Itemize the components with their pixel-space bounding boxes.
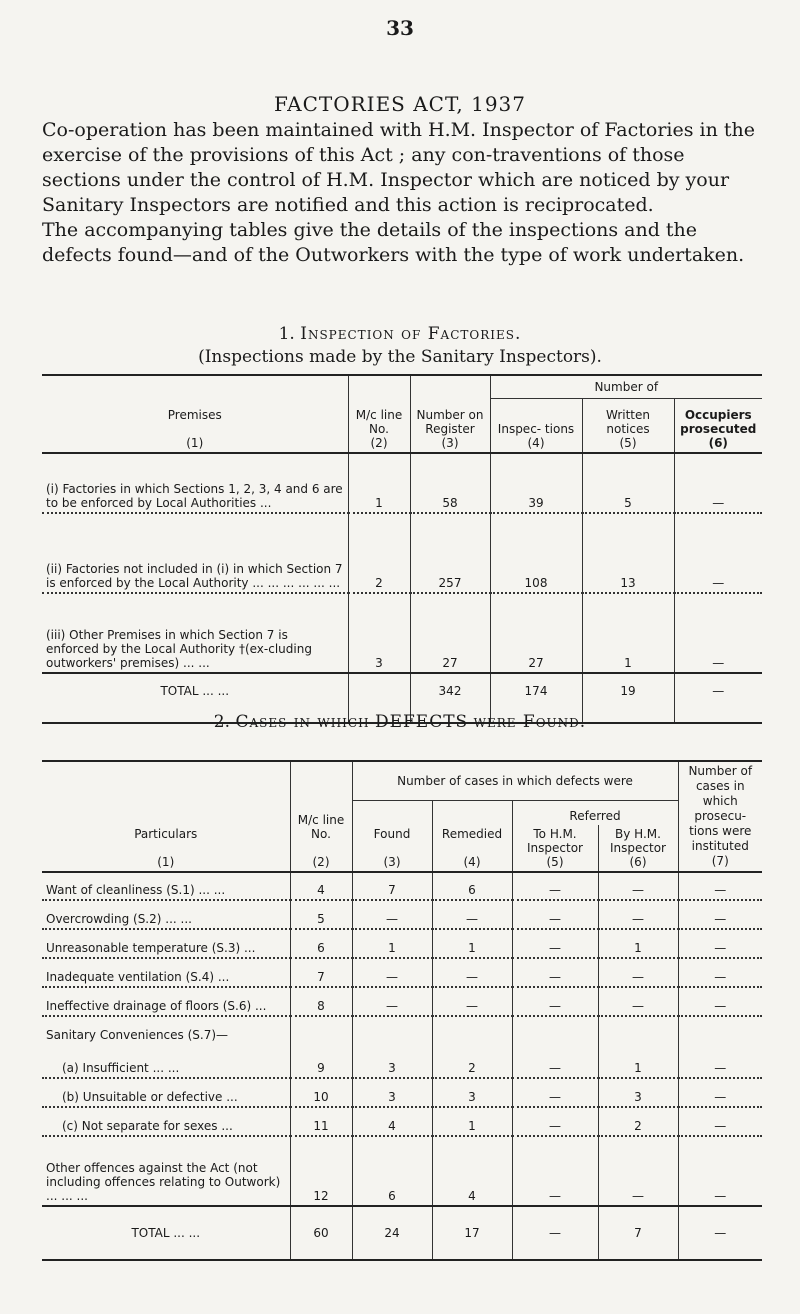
to-hm-cell: — xyxy=(512,958,598,987)
found-cell: 4 xyxy=(352,1107,432,1136)
found-cell: 6 xyxy=(352,1136,432,1206)
mc-cell: 7 xyxy=(290,958,352,987)
section-1-heading xyxy=(0,324,800,344)
sanitary-heading: Sanitary Conveniences (S.7)— xyxy=(46,1028,229,1042)
sanitary-heading-row xyxy=(42,1016,762,1044)
inspections-cell: 108 xyxy=(490,513,582,593)
section-1-subtitle: (Inspections made by the Sanitary Inspectors). xyxy=(198,347,602,367)
row-label: (iii) Other Premises in which Section 7 is enforced by the Local Authority †(ex-cluding outworkers' premises) ... ... xyxy=(46,628,312,670)
by-hm-header: By H.M. Inspector (6) xyxy=(598,825,678,872)
notices-cell: 19 xyxy=(582,673,674,723)
remedied-cell: 6 xyxy=(432,872,512,900)
to-hm-cell: — xyxy=(512,1107,598,1136)
register-cell: 58 xyxy=(410,453,490,513)
intro-paragraph-2: The accompanying tables give the details of the inspections and the defects found—and of the Outworkers with the type of work undertaken. xyxy=(42,219,745,266)
row-label: Unreasonable temperature (S.3) ... xyxy=(46,941,256,955)
by-hm-cell: — xyxy=(598,1136,678,1206)
section-2-title-b: DEFECTS xyxy=(374,712,469,732)
by-hm-cell: 1 xyxy=(598,929,678,958)
by-hm-cell: 3 xyxy=(598,1078,678,1107)
by-hm-cell: — xyxy=(598,900,678,929)
total-label: TOTAL ... ... xyxy=(131,1226,201,1240)
prosecutions-cell: — xyxy=(678,900,762,929)
mc-cell: 8 xyxy=(290,987,352,1016)
row-label: Other offences against the Act (not including offences relating to Outwork) ... ... ... xyxy=(46,1161,281,1203)
prosecutions-cell: — xyxy=(678,1136,762,1206)
prosecuted-cell: — xyxy=(674,593,762,673)
to-hm-cell: — xyxy=(512,900,598,929)
to-hm-cell: — xyxy=(512,1206,598,1260)
remedied-cell: — xyxy=(432,900,512,929)
inspections-cell: 39 xyxy=(490,453,582,513)
premises-header: Premises (1) xyxy=(167,408,222,450)
found-cell: — xyxy=(352,958,432,987)
total-row xyxy=(42,1206,762,1260)
mc-cell: 5 xyxy=(290,900,352,929)
mc-cell: 11 xyxy=(290,1107,352,1136)
table-row xyxy=(42,1044,762,1078)
prosecutions-cell: — xyxy=(678,1044,762,1078)
prosecutions-cell: — xyxy=(678,987,762,1016)
mc-cell: 10 xyxy=(290,1078,352,1107)
notices-cell: 13 xyxy=(582,513,674,593)
table-row xyxy=(42,593,762,673)
table-row xyxy=(42,513,762,593)
table-row xyxy=(42,1078,762,1107)
prosecutions-cell: — xyxy=(678,1107,762,1136)
intro-paragraph-1: Co-operation has been maintained with H.M. Inspector of Factories in the exercise of the provisions of this Act ; any con-traventions of those sections under the control of H.M. Inspector which are noticed by your Sanitary Inspectors are notified and this action is reciprocated. xyxy=(42,119,755,216)
by-hm-cell: 7 xyxy=(598,1206,678,1260)
row-label: Inadequate ventilation (S.4) ... xyxy=(46,970,230,984)
register-cell: 257 xyxy=(410,513,490,593)
inspections-cell: 27 xyxy=(490,593,582,673)
found-cell: 7 xyxy=(352,872,432,900)
by-hm-cell: — xyxy=(598,958,678,987)
page-number: 33 xyxy=(386,16,414,40)
remedied-cell: 1 xyxy=(432,1107,512,1136)
mc-cell: 4 xyxy=(290,872,352,900)
to-hm-header: To H.M. Inspector (5) xyxy=(512,825,598,872)
prosecutions-cell: — xyxy=(678,1078,762,1107)
number-of-header: Number of xyxy=(490,375,762,399)
table-row xyxy=(42,1107,762,1136)
found-cell: — xyxy=(352,900,432,929)
section-2-number: 2. xyxy=(213,712,231,732)
found-cell: 3 xyxy=(352,1078,432,1107)
remedied-header: Remedied (4) xyxy=(432,801,512,873)
to-hm-cell: — xyxy=(512,1136,598,1206)
by-hm-cell: 2 xyxy=(598,1107,678,1136)
table-row xyxy=(42,958,762,987)
table-row xyxy=(42,929,762,958)
by-hm-cell: 1 xyxy=(598,1044,678,1078)
remedied-cell: 3 xyxy=(432,1078,512,1107)
table-row xyxy=(42,453,762,513)
notices-cell: 5 xyxy=(582,453,674,513)
found-cell: — xyxy=(352,987,432,1016)
found-cell: 24 xyxy=(352,1206,432,1260)
defects-group-header: Number of cases in which defects were xyxy=(352,761,678,801)
section-2-heading xyxy=(0,712,800,732)
row-label: Ineffective drainage of floors (S.6) ... xyxy=(46,999,267,1013)
prosecuted-cell: — xyxy=(674,673,762,723)
inspections-cell: 174 xyxy=(490,673,582,723)
row-label: (a) Insufficient ... ... xyxy=(62,1061,180,1075)
row-label: Want of cleanliness (S.1) ... ... xyxy=(46,883,226,897)
table-row xyxy=(42,987,762,1016)
row-label: (ii) Factories not included in (i) in which Section 7 is enforced by the Local Authority ... ... ... ... ... ... xyxy=(46,562,343,590)
remedied-cell: — xyxy=(432,987,512,1016)
prosecuted-cell: — xyxy=(674,513,762,593)
prosecuted-cell: — xyxy=(674,453,762,513)
prosecutions-cell: — xyxy=(678,1206,762,1260)
referred-header: Referred xyxy=(512,801,678,826)
mc-cell: 2 xyxy=(348,513,410,593)
intro-text xyxy=(42,118,762,268)
prosecutions-cell: — xyxy=(678,872,762,900)
inspection-table xyxy=(42,374,762,724)
row-label: (c) Not separate for sexes ... xyxy=(62,1119,233,1133)
found-header: Found (3) xyxy=(352,801,432,873)
inspections-header: Inspec- tions (4) xyxy=(490,399,582,454)
remedied-cell: — xyxy=(432,958,512,987)
section-1-title: Inspection of Factories. xyxy=(300,324,522,344)
to-hm-cell: — xyxy=(512,987,598,1016)
register-header: Number on Register (3) xyxy=(410,375,490,453)
mc-header: M/c line No. (2) xyxy=(348,375,410,453)
prosecutions-cell: — xyxy=(678,929,762,958)
by-hm-cell: — xyxy=(598,872,678,900)
remedied-cell: 17 xyxy=(432,1206,512,1260)
found-cell: 1 xyxy=(352,929,432,958)
found-cell: 3 xyxy=(352,1044,432,1078)
row-label: (b) Unsuitable or defective ... xyxy=(62,1090,238,1104)
row-label: Overcrowding (S.2) ... ... xyxy=(46,912,192,926)
to-hm-cell: — xyxy=(512,1078,598,1107)
mc-cell: 9 xyxy=(290,1044,352,1078)
prosecuted-header: Occupiers prosecuted (6) xyxy=(674,399,762,454)
notices-cell: 1 xyxy=(582,593,674,673)
section-1-number: 1. xyxy=(278,324,295,344)
section-2-title-c: were Found. xyxy=(473,712,587,732)
mc-cell: 12 xyxy=(290,1136,352,1206)
to-hm-cell: — xyxy=(512,929,598,958)
row-label: (i) Factories in which Sections 1, 2, 3, 4 and 6 are to be enforced by Local Authorities ... xyxy=(46,482,343,510)
remedied-cell: 1 xyxy=(432,929,512,958)
table-row xyxy=(42,900,762,929)
prosecutions-header: Number of cases in which prosecu-tions were instituted (7) xyxy=(678,761,762,872)
mc-cell: 1 xyxy=(348,453,410,513)
notices-header: Written notices (5) xyxy=(582,399,674,454)
prosecutions-cell: — xyxy=(678,958,762,987)
table-row xyxy=(42,872,762,900)
register-cell: 342 xyxy=(410,673,490,723)
to-hm-cell: — xyxy=(512,1044,598,1078)
mc-header: M/c line No. (2) xyxy=(290,761,352,872)
defects-table xyxy=(42,760,762,1261)
particulars-header: Particulars (1) xyxy=(134,827,198,869)
mc-cell: 60 xyxy=(290,1206,352,1260)
register-cell: 27 xyxy=(410,593,490,673)
remedied-cell: 4 xyxy=(432,1136,512,1206)
mc-cell: 3 xyxy=(348,593,410,673)
section-2-title-a: Cases in which xyxy=(235,712,370,732)
to-hm-cell: — xyxy=(512,872,598,900)
page-title: FACTORIES ACT, 1937 xyxy=(274,92,526,116)
total-label: TOTAL ... ... xyxy=(160,684,230,698)
remedied-cell: 2 xyxy=(432,1044,512,1078)
mc-cell: 6 xyxy=(290,929,352,958)
table-row xyxy=(42,1136,762,1206)
by-hm-cell: — xyxy=(598,987,678,1016)
